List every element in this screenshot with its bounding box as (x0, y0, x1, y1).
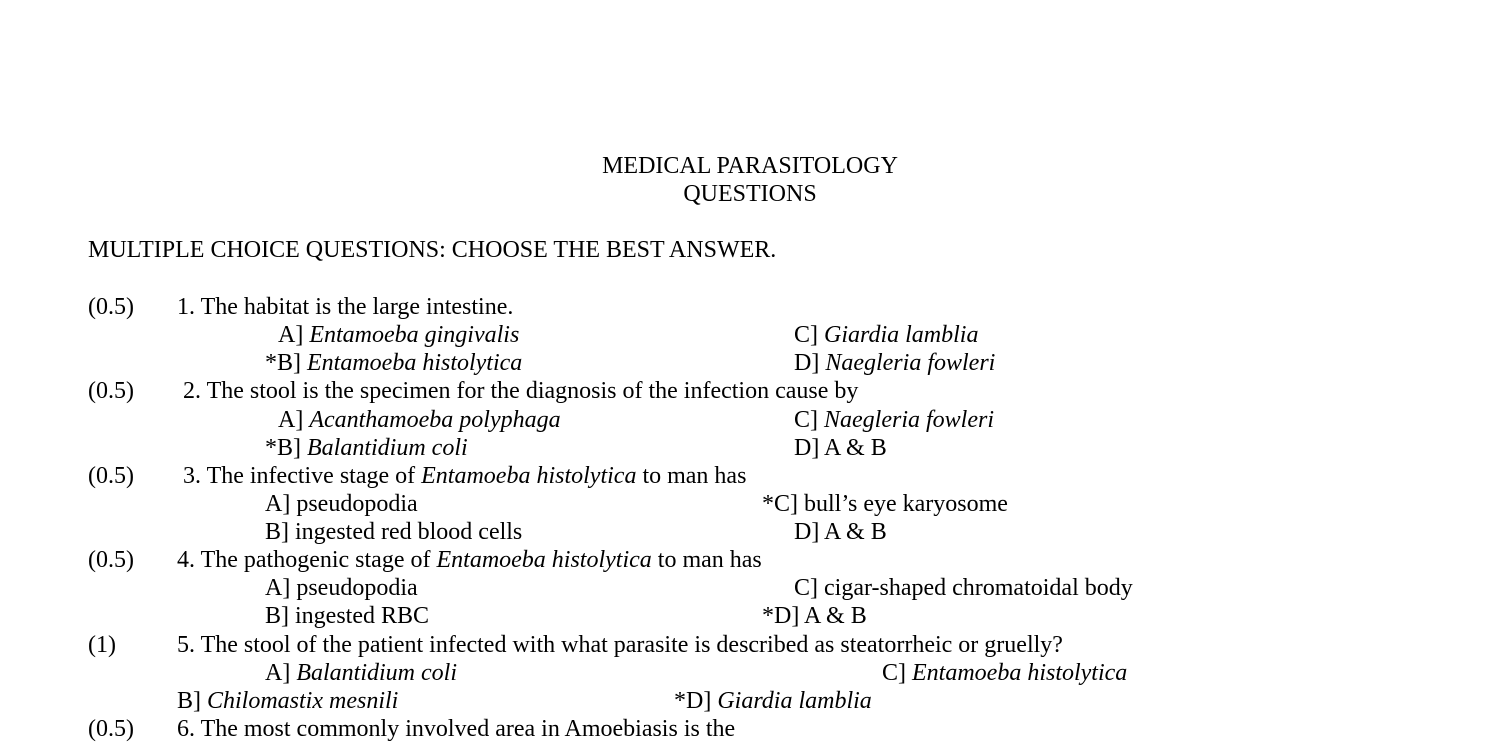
question-3-option-a (265, 490, 418, 518)
option-text: Entamoeba gingivalis (309, 322, 520, 348)
option-label: C] (882, 660, 906, 686)
option-label: *D] (762, 603, 800, 629)
option-text: bull’s eye karyosome (804, 491, 1008, 517)
option-label: A] (265, 575, 291, 601)
option-label: A] (278, 322, 304, 348)
option-label: A] (278, 407, 304, 433)
option-text: A & B (824, 435, 887, 461)
stem-text-before: 4. The pathogenic stage of (177, 547, 431, 573)
option-label: *D] (674, 688, 712, 714)
option-text: Entamoeba histolytica (307, 350, 523, 376)
option-text: ingested red blood cells (295, 519, 523, 545)
question-3-option-c (762, 490, 1008, 518)
document-subtitle-text: QUESTIONS (683, 181, 817, 207)
question-4-option-a (265, 574, 418, 602)
stem-text-after: to man has (642, 463, 747, 489)
question-3-stem (183, 462, 746, 490)
instruction-text: MULTIPLE CHOICE QUESTIONS: CHOOSE THE BEST ANSWER. (88, 237, 777, 263)
option-label: D] (794, 435, 820, 461)
document-subtitle (0, 180, 1500, 208)
question-2-stem: 2. The stool is the specimen for the diagnosis of the infection cause by (183, 378, 859, 404)
option-text: Chilomastix mesnili (207, 688, 399, 714)
option-label: *B] (265, 350, 301, 376)
option-text: A & B (804, 603, 867, 629)
option-label: C] (794, 407, 818, 433)
question-1-stem: 1. The habitat is the large intestine. (177, 294, 514, 320)
option-text: Balantidium coli (307, 435, 468, 461)
option-text: Naegleria fowleri (824, 407, 994, 433)
option-text: cigar-shaped chromatoidal body (824, 575, 1133, 601)
question-1-points: (0.5) (88, 294, 134, 320)
question-5-option-c (882, 659, 1127, 687)
question-3-option-b (265, 518, 522, 546)
question-2-option-b (265, 434, 468, 462)
question-5-option-a (265, 659, 457, 687)
question-4-option-c (794, 574, 1133, 602)
question-1-option-c (794, 321, 978, 349)
question-5-stem: 5. The stool of the patient infected with what parasite is described as steatorrheic or gruelly? (177, 632, 1063, 658)
option-label: B] (177, 688, 201, 714)
option-label: B] (265, 603, 289, 629)
question-5-option-d (674, 687, 872, 715)
option-label: C] (794, 322, 818, 348)
option-label: B] (265, 519, 289, 545)
question-6-points: (0.5) (88, 716, 134, 742)
question-2-option-c (794, 406, 994, 434)
option-label: *B] (265, 435, 301, 461)
stem-species: Entamoeba histolytica (421, 463, 637, 489)
option-text: Giardia lamblia (717, 688, 872, 714)
option-label: C] (794, 575, 818, 601)
option-label: *C] (762, 491, 798, 517)
option-label: D] (794, 350, 820, 376)
question-2-option-a (278, 406, 561, 434)
question-4-option-d (762, 602, 867, 630)
question-5-option-b (177, 687, 398, 715)
option-text: Naegleria fowleri (825, 350, 996, 376)
document-title (0, 152, 1500, 180)
option-text: Acanthamoeba polyphaga (309, 407, 561, 433)
option-text: ingested RBC (295, 603, 430, 629)
question-2-points: (0.5) (88, 378, 134, 404)
question-2-option-d (794, 434, 887, 462)
question-1-option-d (794, 349, 995, 377)
option-text: pseudopodia (296, 575, 418, 601)
question-5-points: (1) (88, 632, 116, 658)
option-label: A] (265, 491, 291, 517)
option-text: A & B (824, 519, 887, 545)
question-1-option-b (265, 349, 522, 377)
stem-text-after: to man has (657, 547, 762, 573)
option-text: pseudopodia (296, 491, 418, 517)
question-3-option-d (794, 518, 887, 546)
option-label: A] (265, 660, 291, 686)
stem-species: Entamoeba histolytica (436, 547, 652, 573)
stem-text-before: 3. The infective stage of (183, 463, 416, 489)
option-label: D] (794, 519, 820, 545)
question-4-option-b (265, 602, 429, 630)
question-6-stem: 6. The most commonly involved area in Amoebiasis is the (177, 716, 736, 742)
document-title-text: MEDICAL PARASITOLOGY (602, 153, 898, 179)
question-3-points: (0.5) (88, 463, 134, 489)
option-text: Entamoeba histolytica (912, 660, 1128, 686)
option-text: Balantidium coli (296, 660, 457, 686)
question-4-points: (0.5) (88, 547, 134, 573)
question-4-stem (177, 546, 762, 574)
option-text: Giardia lamblia (824, 322, 979, 348)
question-1-option-a (278, 321, 519, 349)
